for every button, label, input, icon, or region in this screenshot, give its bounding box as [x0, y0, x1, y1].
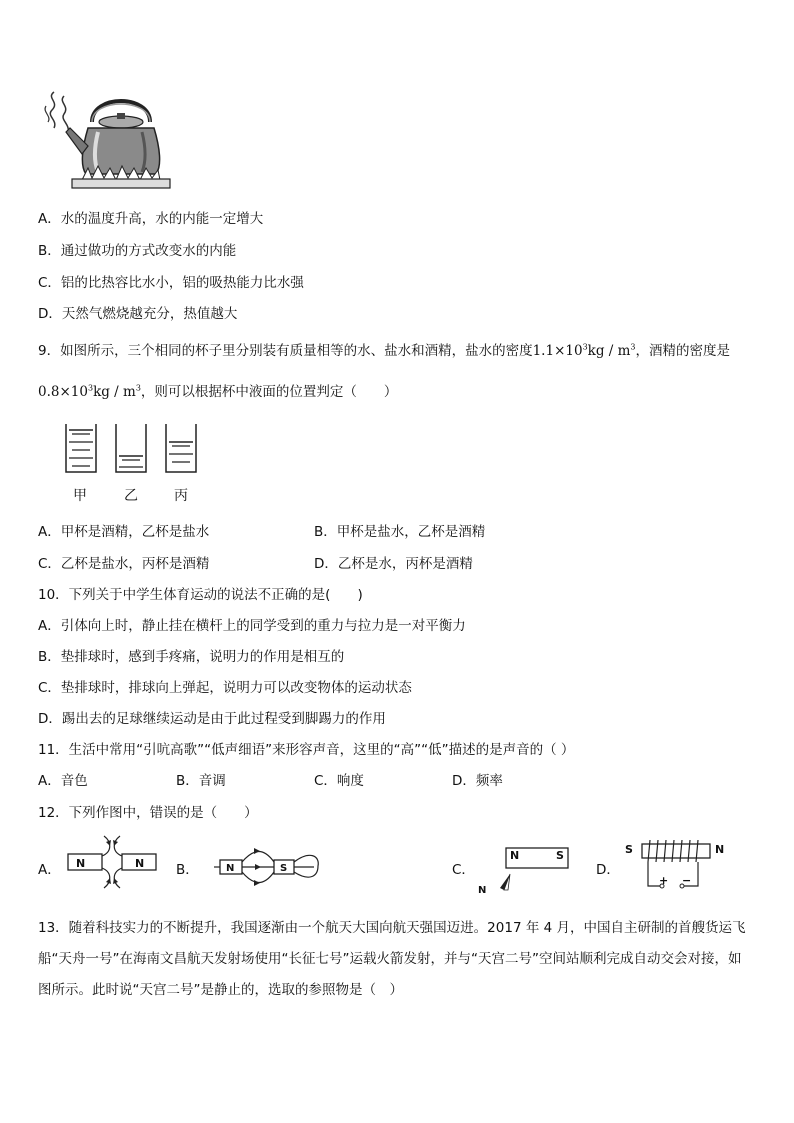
q12-c-needle-pole: N: [478, 885, 487, 896]
q9-stem-part3: ，则可以根据杯中液面的位置判定（ ）: [140, 384, 398, 400]
q12-d-plus: +: [659, 874, 669, 887]
q10-option-a: A．引体向上时，静止挂在横杆上的同学受到的重力与拉力是一对平衡力: [38, 618, 466, 634]
q12-a-right-pole: N: [135, 857, 145, 870]
q11-option-b: B．音调: [176, 773, 226, 789]
q12-a-left-pole: N: [76, 857, 86, 870]
q9-option-c: C．乙杯是盐水，丙杯是酒精: [38, 556, 210, 572]
q13-line1: 13．随着科技实力的不断提升，我国逐渐由一个航天大国向航天强国迈进。2017 年 4 月，中国自主研制的首艘货运飞: [38, 920, 746, 936]
q12-c-left-pole: N: [510, 849, 520, 862]
q8-option-b: B．通过做功的方式改变水的内能: [38, 243, 237, 259]
q8-option-c: C．铝的比热容比水小，铝的吸热能力比水强: [38, 275, 304, 291]
q9-option-a: A．甲杯是酒精，乙杯是盐水: [38, 524, 210, 540]
kettle-figure: [42, 88, 172, 190]
q9-stem-line1: [38, 339, 730, 359]
q12-label-a: A．: [38, 862, 61, 878]
q11-option-d: D．频率: [452, 773, 503, 789]
q10-stem: 10．下列关于中学生体育运动的说法不正确的是( ): [38, 587, 363, 603]
alcohol-density: $0.8\times 10^3kg / m^3$: [38, 383, 141, 400]
cup-label-yi: 乙: [124, 488, 138, 504]
salt-density: $1.1\times 10^3kg / m^3$: [532, 342, 636, 359]
q12-label-b: B．: [176, 862, 199, 878]
q13-line3: 图所示。此时说“天宫二号”是静止的，选取的参照物是（ ）: [38, 982, 403, 998]
q9-option-d: D．乙杯是水，丙杯是酒精: [314, 556, 473, 572]
q9-option-b: B．甲杯是盐水，乙杯是酒精: [314, 524, 486, 540]
q13-line2: 船“天舟一号”在海南文昌航天发射场使用“长征七号”运载火箭发射，并与“天宫二号”空间站顺利完成自动交会对接，如: [38, 951, 742, 967]
q12-stem: 12．下列作图中，错误的是（ ）: [38, 805, 258, 821]
q12-d-minus: −: [682, 874, 692, 887]
q8-option-a: A．水的温度升高，水的内能一定增大: [38, 211, 264, 227]
q12-label-d: D．: [596, 862, 620, 878]
q11-option-a: A．音色: [38, 773, 88, 789]
cup-label-jia: 甲: [73, 488, 87, 504]
q12-b-right-pole: S: [280, 863, 288, 874]
q12-b-left-pole: N: [226, 863, 235, 874]
q11-stem: 11．生活中常用“引吭高歌”“低声细语”来形容声音，这里的“高”“低”描述的是声音的（ ）: [38, 742, 575, 758]
cup-jia: [66, 424, 96, 472]
q10-option-c: C．垫排球时，排球向上弹起，说明力可以改变物体的运动状态: [38, 680, 412, 696]
cups-figure: [60, 420, 210, 480]
q9-stem-part1: 9．如图所示，三个相同的杯子里分别装有质量相等的水、盐水和酒精，盐水的密度: [38, 343, 533, 359]
q10-option-b: B．垫排球时，感到手疼痛，说明力的作用是相互的: [38, 649, 345, 665]
q8-option-d: D．天然气燃烧越充分，热值越大: [38, 306, 238, 322]
q9-stem-part2: ，酒精的密度是: [635, 343, 731, 359]
q9-stem-line2: [38, 380, 397, 400]
cup-label-bing: 丙: [174, 488, 188, 504]
q12-d-left-pole: S: [625, 843, 633, 856]
q12-c-right-pole: S: [556, 849, 564, 862]
q12-figure-d: [634, 834, 716, 896]
q12-d-right-pole: N: [715, 843, 725, 856]
q11-option-c: C．响度: [314, 773, 364, 789]
cup-bing: [166, 424, 196, 472]
q12-label-c: C．: [452, 862, 475, 878]
q10-option-d: D．踢出去的足球继续运动是由于此过程受到脚踢力的作用: [38, 711, 386, 727]
cup-yi: [116, 424, 146, 472]
